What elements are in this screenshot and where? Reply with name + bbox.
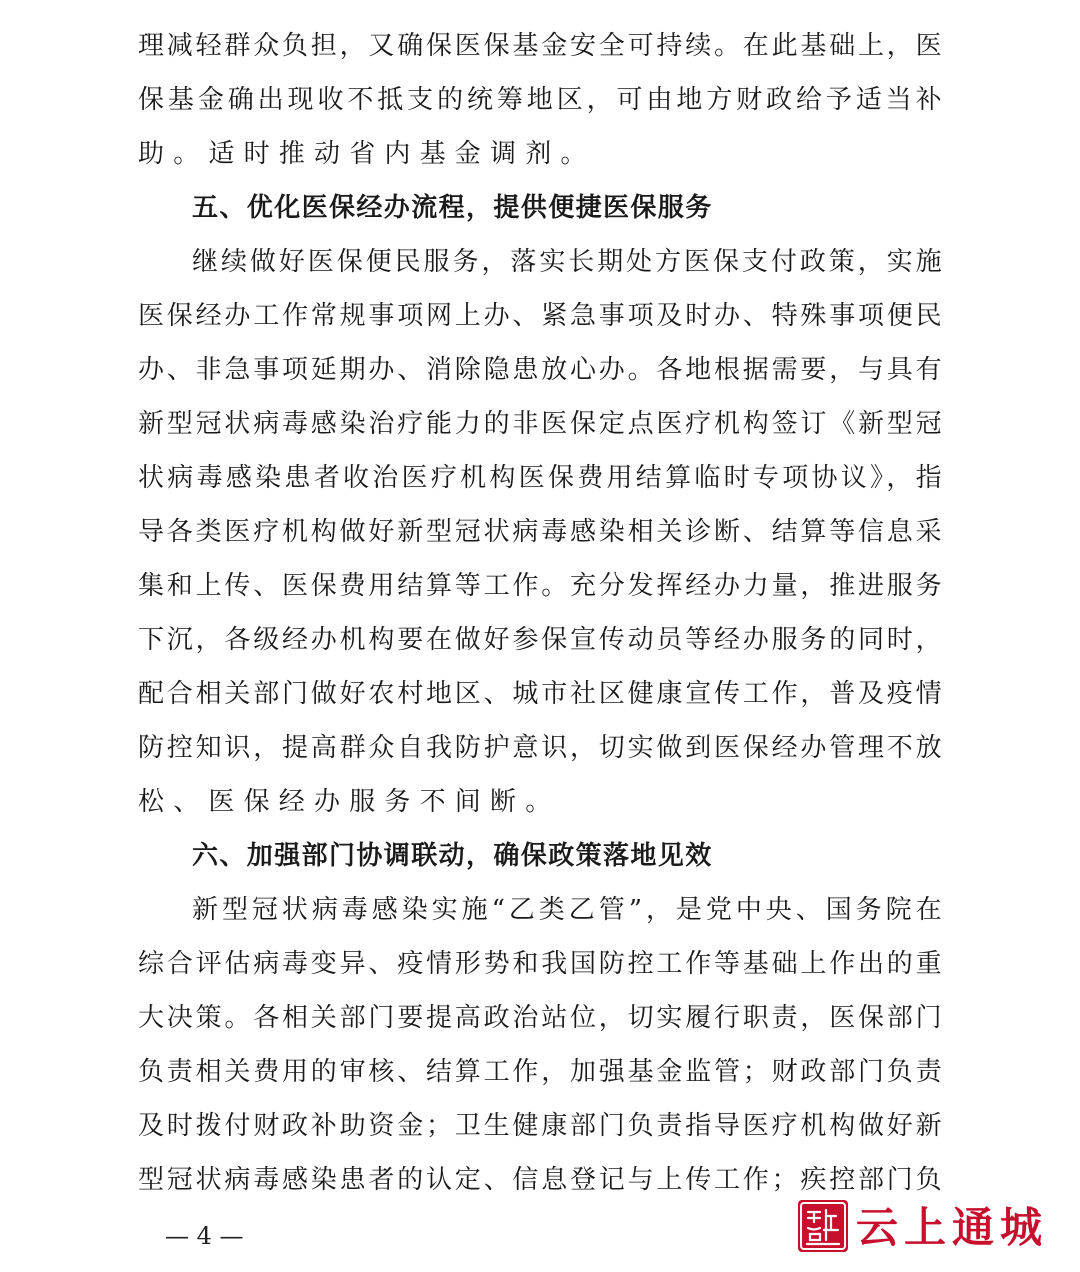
text-line-15: 松、医保经办服务不间断。 xyxy=(138,787,561,817)
text-line-9: 状病毒感染患者收治医疗机构医保费用结算临时专项协议》，指 xyxy=(138,463,942,493)
text-line-11: 集和上传、医保费用结算等工作。充分发挥经办力量，推进服务 xyxy=(138,571,942,601)
section-heading-5: 五、优化医保经办流程，提供便捷医保服务 xyxy=(192,193,713,223)
seal-icon xyxy=(798,1200,848,1252)
text-line-17: 新型冠状病毒感染实施“乙类乙管”，是党中央、国务院在 xyxy=(192,895,942,925)
text-line-19: 大决策。各相关部门要提高政治站位，切实履行职责，医保部门 xyxy=(138,1003,942,1033)
text-line-7: 办、非急事项延期办、消除隐患放心办。各地根据需要，与具有 xyxy=(138,355,942,385)
text-line-1: 理减轻群众负担，又确保医保基金安全可持续。在此基础上，医 xyxy=(138,31,942,61)
text-line-18: 综合评估病毒变异、疫情形势和我国防控工作等基础上作出的重 xyxy=(138,949,942,979)
section-heading-6: 六、加强部门协调联动，确保政策落地见效 xyxy=(192,841,713,871)
text-line-12: 下沉，各级经办机构要在做好参保宣传动员等经办服务的同时， xyxy=(138,625,942,655)
page-number: — 4 — xyxy=(165,1222,244,1250)
text-line-8: 新型冠状病毒感染治疗能力的非医保定点医疗机构签订《新型冠 xyxy=(138,409,942,439)
text-line-14: 防控知识，提高群众自我防护意识，切实做到医保经办管理不放 xyxy=(138,733,942,763)
text-line-10: 导各类医疗机构做好新型冠状病毒感染相关诊断、结算等信息采 xyxy=(138,517,942,547)
text-line-13: 配合相关部门做好农村地区、城市社区健康宣传工作，普及疫情 xyxy=(138,679,942,709)
text-line-2: 保基金确出现收不抵支的统筹地区，可由地方财政给予适当补 xyxy=(138,85,942,115)
text-line-3: 助。适时推动省内基金调剂。 xyxy=(138,139,596,169)
text-line-5: 继续做好医保便民服务，落实长期处方医保支付政策，实施 xyxy=(192,247,942,277)
text-line-20: 负责相关费用的审核、结算工作，加强基金监管；财政部门负责 xyxy=(138,1057,942,1087)
brand-name: 云上通城 xyxy=(856,1203,1049,1252)
text-line-21: 及时拨付财政补助资金；卫生健康部门负责指导医疗机构做好新 xyxy=(138,1111,942,1141)
text-line-22: 型冠状病毒感染患者的认定、信息登记与上传工作；疾控部门负 xyxy=(138,1165,942,1195)
text-line-6: 医保经办工作常规事项网上办、紧急事项及时办、特殊事项便民 xyxy=(138,301,942,331)
watermark-logo xyxy=(798,1198,1060,1258)
